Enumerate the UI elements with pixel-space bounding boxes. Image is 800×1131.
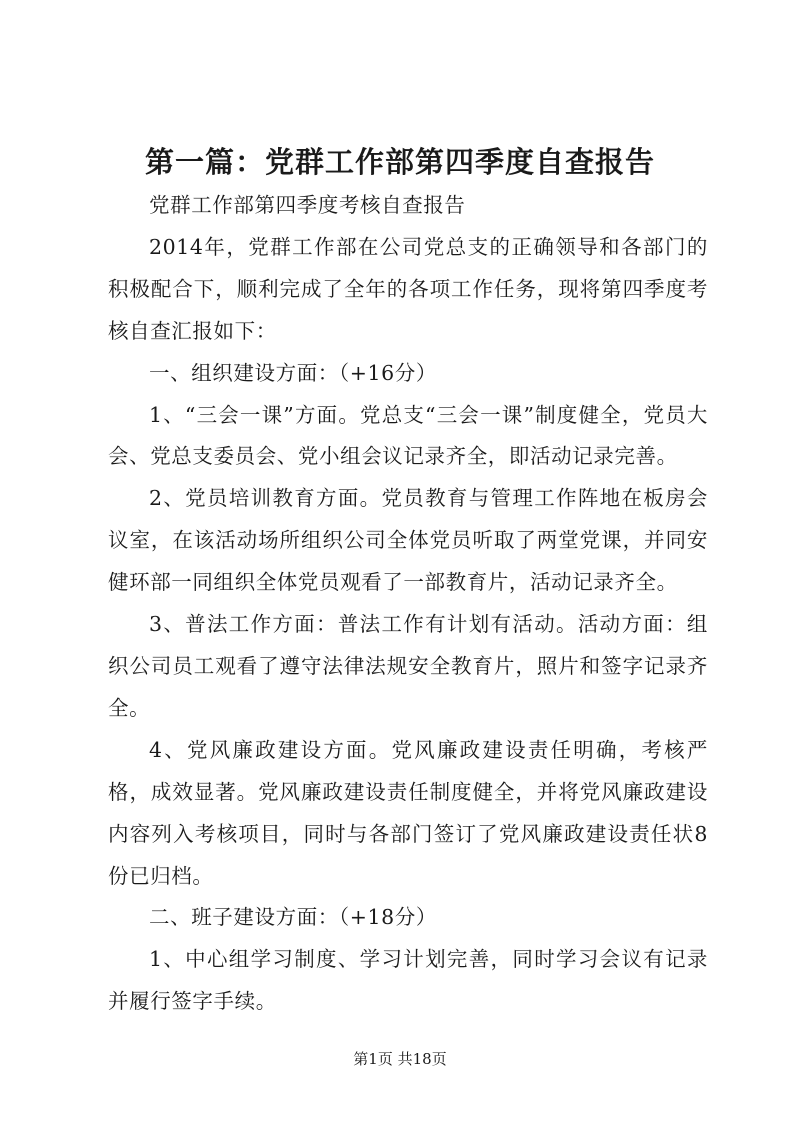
page-number-footer: 第1页 共18页 [353,1050,447,1068]
document-body [108,185,708,1023]
paragraph-item: 2、党员培训教育方面。党员教育与管理工作阵地在板房会议室，在该活动场所组织公司全体党员听取了两堂党课，并同安健环部一同组织全体党员观看了一部教育片，活动记录齐全。 [108,486,708,595]
section-heading-organization: 一、组织建设方面：（+16分） [149,360,438,385]
paragraph-item: 3、普法工作方面：普法工作有计划有活动。活动方面：组织公司员工观看了遵守法律法规安全教育片，照片和签字记录齐全。 [108,612,708,720]
paragraph-intro: 2014年，党群工作部在公司党总支的正确领导和各部门的积极配合下，顺利完成了全年的各项工作任务，现将第四季度考核自查汇报如下： [108,234,708,343]
section-heading-leadership: 二、班子建设方面：（+18分） [149,905,438,930]
paragraph-item: 1、中心组学习制度、学习计划完善，同时学习会议有记录并履行签字手续。 [108,947,708,1014]
paragraph-item: 4、党风廉政建设方面。党风廉政建设责任明确，考核严格，成效显著。党风廉政建设责任制度健全，并将党风廉政建设内容列入考核项目，同时与各部门签订了党风廉政建设责任状8份已归档。 [108,737,708,888]
paragraph-item: 1、“三会一课”方面。党总支“三会一课”制度健全，党员大会、党总支委员会、党小组会议记录齐全，即活动记录完善。 [108,402,708,469]
paragraph-subtitle: 党群工作部第四季度考核自查报告 [149,193,466,217]
document-title: 第一篇：党群工作部第四季度自查报告 [144,145,655,179]
